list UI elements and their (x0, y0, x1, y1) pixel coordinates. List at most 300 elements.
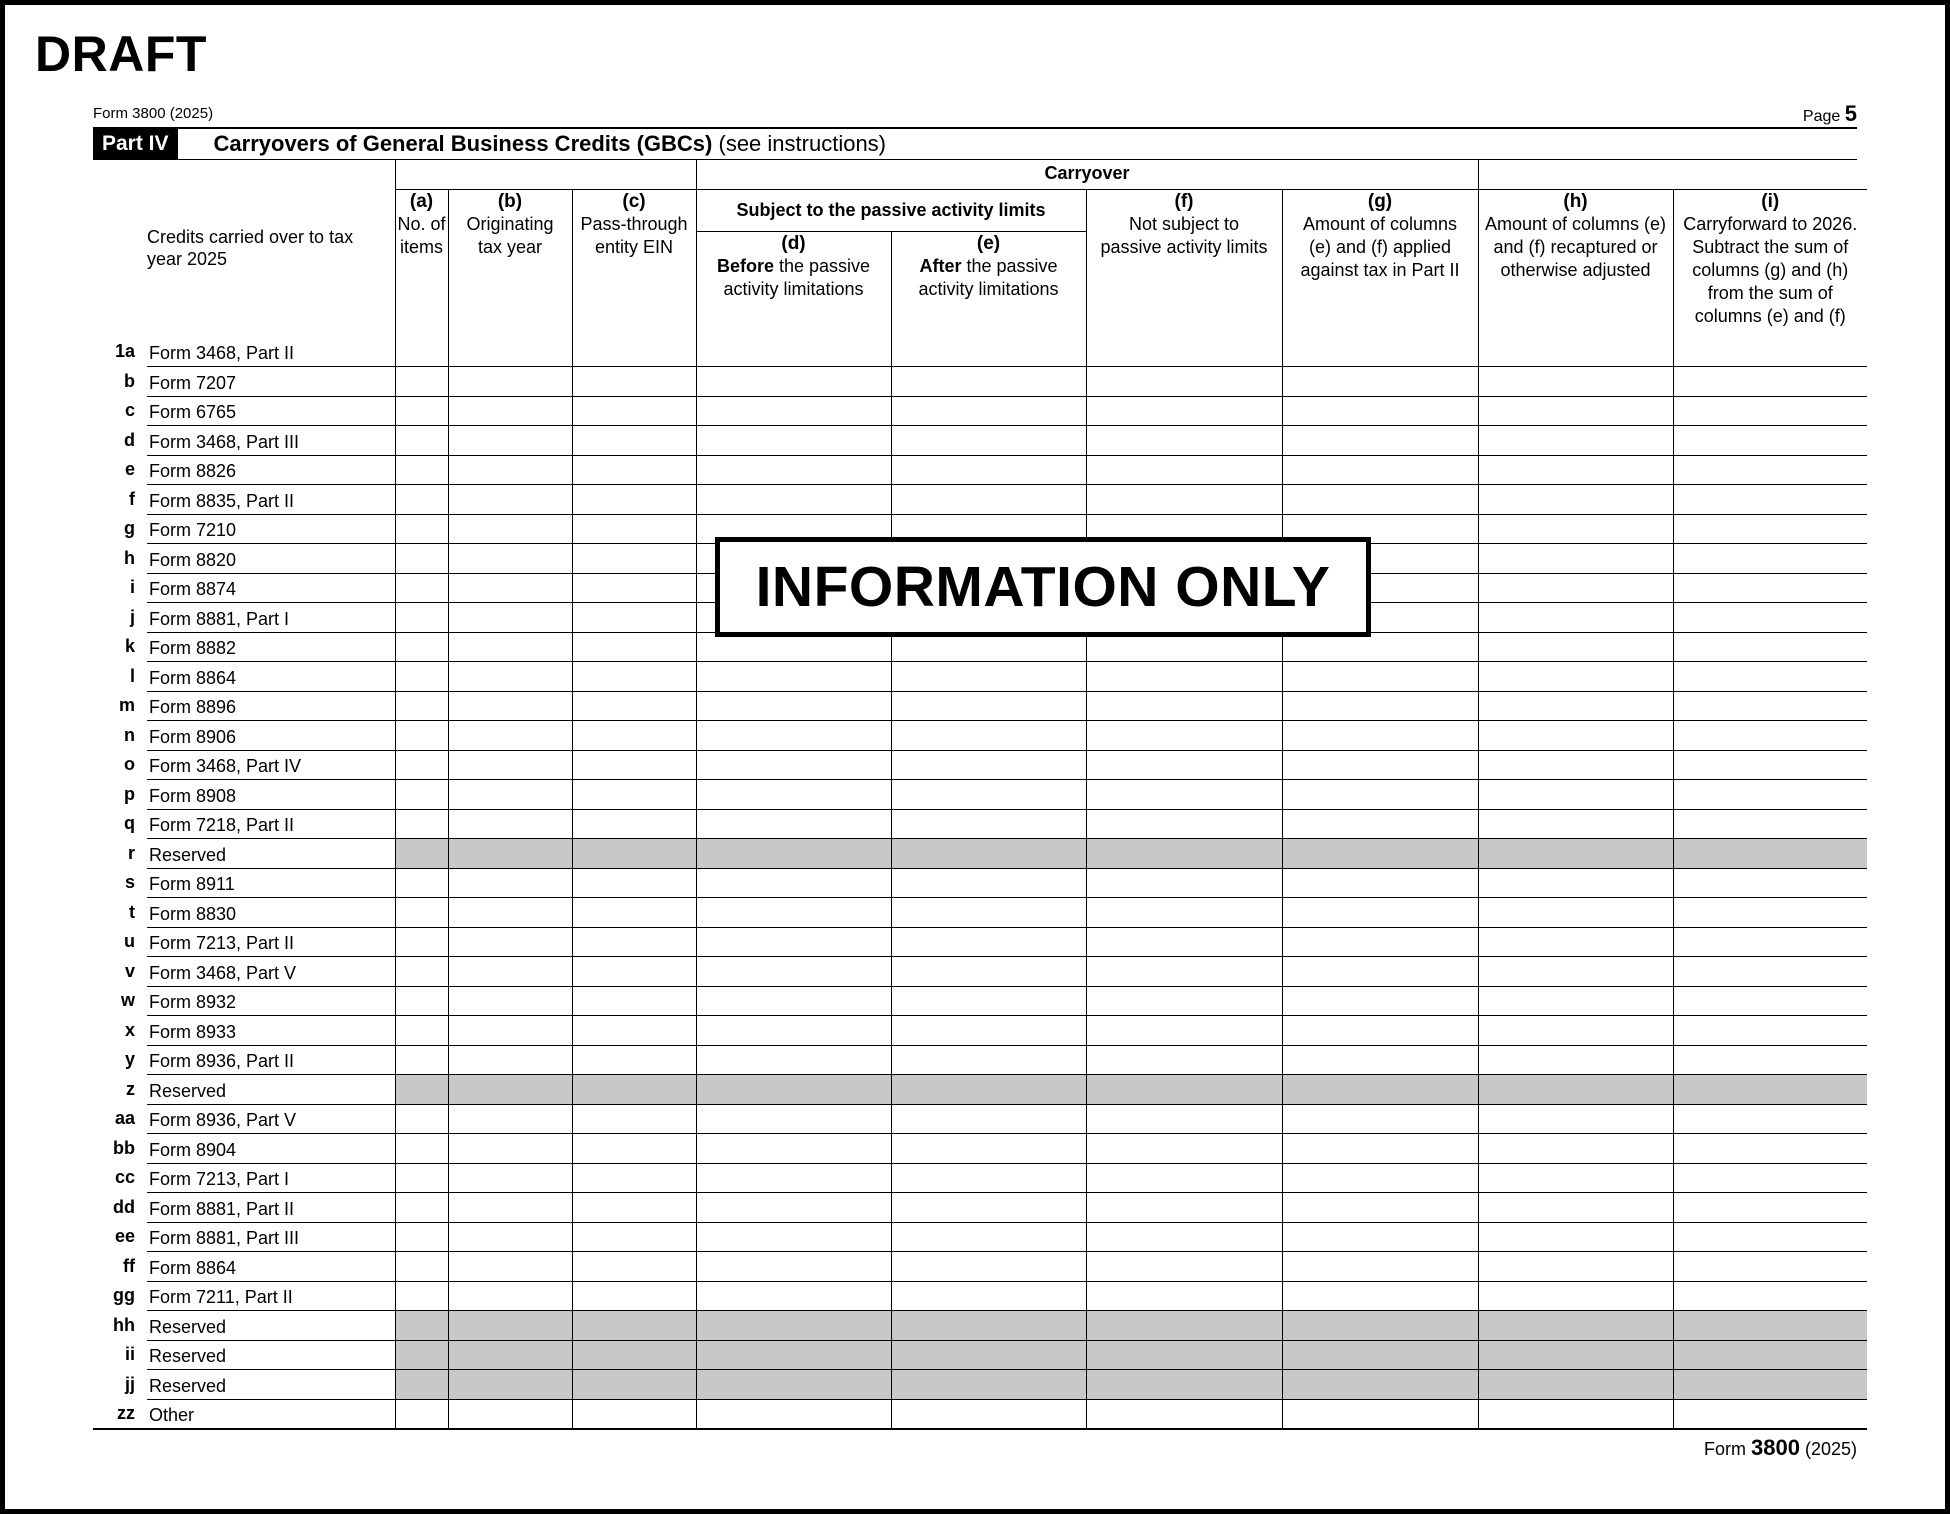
cell-col-a[interactable] (395, 1281, 448, 1311)
cell-col-c[interactable] (572, 485, 696, 515)
cell-col-c[interactable] (572, 750, 696, 780)
cell-col-i[interactable] (1673, 868, 1867, 898)
cell-col-i[interactable] (1673, 367, 1867, 397)
cell-col-b[interactable] (448, 455, 572, 485)
cell-col-i[interactable] (1673, 485, 1867, 515)
cell-col-e (891, 1075, 1086, 1105)
cell-col-c[interactable] (572, 455, 696, 485)
cell-col-c[interactable] (572, 721, 696, 751)
cell-col-a[interactable] (395, 721, 448, 751)
cell-col-i[interactable] (1673, 662, 1867, 692)
cell-col-d[interactable] (696, 1045, 891, 1075)
line-number: hh (113, 1314, 135, 1335)
cell-col-d[interactable] (696, 1193, 891, 1223)
cell-col-e (891, 1370, 1086, 1400)
cell-col-i[interactable] (1673, 957, 1867, 987)
cell-col-a[interactable] (395, 809, 448, 839)
line-number: g (124, 518, 135, 539)
cell-col-a[interactable] (395, 1163, 448, 1193)
cell-col-i[interactable] (1673, 780, 1867, 810)
cell-col-i[interactable] (1673, 1252, 1867, 1282)
cell-col-h[interactable] (1478, 809, 1673, 839)
cell-col-e[interactable] (891, 367, 1086, 397)
cell-col-a[interactable] (395, 337, 448, 367)
cell-col-b[interactable] (448, 780, 572, 810)
cell-col-c[interactable] (572, 396, 696, 426)
cell-col-i[interactable] (1673, 632, 1867, 662)
cell-col-b[interactable] (448, 544, 572, 574)
cell-col-h[interactable] (1478, 691, 1673, 721)
cell-col-h[interactable] (1478, 1399, 1673, 1429)
cell-col-b[interactable] (448, 1399, 572, 1429)
cell-col-g[interactable] (1282, 455, 1478, 485)
cell-col-a[interactable] (395, 1222, 448, 1252)
cell-col-g[interactable] (1282, 691, 1478, 721)
cell-col-f[interactable] (1086, 1222, 1282, 1252)
cell-col-f[interactable] (1086, 1252, 1282, 1282)
cell-col-i[interactable] (1673, 603, 1867, 633)
cell-col-f[interactable] (1086, 1193, 1282, 1223)
cell-col-d[interactable] (696, 691, 891, 721)
line-number: ii (124, 1344, 135, 1365)
cell-col-c[interactable] (572, 780, 696, 810)
cell-col-f[interactable] (1086, 1104, 1282, 1134)
cell-col-c[interactable] (572, 1104, 696, 1134)
cell-col-e[interactable] (891, 868, 1086, 898)
cell-col-b[interactable] (448, 868, 572, 898)
cell-col-d[interactable] (696, 1399, 891, 1429)
cell-col-i[interactable] (1673, 1163, 1867, 1193)
cell-col-f[interactable] (1086, 809, 1282, 839)
table-row (93, 780, 1867, 810)
cell-col-a[interactable] (395, 1193, 448, 1223)
cell-col-c[interactable] (572, 927, 696, 957)
col-c-text: Pass-through entity EIN (580, 213, 688, 257)
cell-col-i[interactable] (1673, 927, 1867, 957)
cell-col-g[interactable] (1282, 662, 1478, 692)
cell-col-b[interactable] (448, 1104, 572, 1134)
cell-col-b[interactable] (448, 927, 572, 957)
cell-col-h[interactable] (1478, 750, 1673, 780)
cell-col-g[interactable] (1282, 868, 1478, 898)
cell-col-b[interactable] (448, 514, 572, 544)
cell-col-e[interactable] (891, 927, 1086, 957)
cell-col-c[interactable] (572, 1281, 696, 1311)
cell-col-h[interactable] (1478, 1045, 1673, 1075)
cell-col-h[interactable] (1478, 367, 1673, 397)
cell-col-e[interactable] (891, 1134, 1086, 1164)
cell-col-i[interactable] (1673, 1193, 1867, 1223)
cell-col-i (1673, 1340, 1867, 1370)
cell-col-f[interactable] (1086, 426, 1282, 456)
cell-col-i[interactable] (1673, 426, 1867, 456)
cell-col-c[interactable] (572, 1163, 696, 1193)
cell-col-g[interactable] (1282, 1252, 1478, 1282)
cell-col-g[interactable] (1282, 426, 1478, 456)
cell-col-i[interactable] (1673, 809, 1867, 839)
cell-col-h[interactable] (1478, 1104, 1673, 1134)
cell-col-c[interactable] (572, 1222, 696, 1252)
cell-col-b[interactable] (448, 750, 572, 780)
cell-col-f[interactable] (1086, 396, 1282, 426)
cell-col-g[interactable] (1282, 396, 1478, 426)
cell-col-e[interactable] (891, 780, 1086, 810)
cell-col-g[interactable] (1282, 1163, 1478, 1193)
cell-col-b[interactable] (448, 426, 572, 456)
cell-col-b[interactable] (448, 691, 572, 721)
cell-col-f[interactable] (1086, 780, 1282, 810)
table-row (93, 986, 1867, 1016)
cell-col-g[interactable] (1282, 367, 1478, 397)
cell-col-d[interactable] (696, 367, 891, 397)
cell-col-b[interactable] (448, 632, 572, 662)
cell-col-e[interactable] (891, 662, 1086, 692)
cell-col-i[interactable] (1673, 396, 1867, 426)
cell-col-h[interactable] (1478, 544, 1673, 574)
cell-col-f[interactable] (1086, 868, 1282, 898)
cell-col-c[interactable] (572, 662, 696, 692)
cell-col-a[interactable] (395, 367, 448, 397)
cell-col-f[interactable] (1086, 1016, 1282, 1046)
cell-col-b[interactable] (448, 809, 572, 839)
cell-col-a[interactable] (395, 1104, 448, 1134)
cell-col-c[interactable] (572, 1193, 696, 1223)
cell-col-b[interactable] (448, 1281, 572, 1311)
cell-col-a[interactable] (395, 1016, 448, 1046)
cell-col-f[interactable] (1086, 898, 1282, 928)
carryover-table-wrap (93, 159, 1867, 1430)
cell-col-f[interactable] (1086, 337, 1282, 367)
cell-col-f[interactable] (1086, 1163, 1282, 1193)
cell-col-a[interactable] (395, 986, 448, 1016)
cell-col-e[interactable] (891, 1163, 1086, 1193)
cell-col-h[interactable] (1478, 1222, 1673, 1252)
cell-col-e[interactable] (891, 426, 1086, 456)
cell-col-c[interactable] (572, 632, 696, 662)
cell-col-f[interactable] (1086, 1399, 1282, 1429)
cell-col-h[interactable] (1478, 632, 1673, 662)
table-row (93, 1075, 1867, 1105)
cell-col-d[interactable] (696, 809, 891, 839)
cell-col-b[interactable] (448, 603, 572, 633)
cell-col-b[interactable] (448, 337, 572, 367)
cell-col-b[interactable] (448, 1222, 572, 1252)
cell-col-d[interactable] (696, 898, 891, 928)
cell-col-b[interactable] (448, 1134, 572, 1164)
cell-col-c[interactable] (572, 1399, 696, 1429)
cell-col-d[interactable] (696, 868, 891, 898)
cell-col-g[interactable] (1282, 809, 1478, 839)
cell-col-g[interactable] (1282, 721, 1478, 751)
cell-col-c[interactable] (572, 986, 696, 1016)
cell-col-g[interactable] (1282, 1222, 1478, 1252)
cell-col-h[interactable] (1478, 1252, 1673, 1282)
cell-col-e[interactable] (891, 1281, 1086, 1311)
cell-col-a[interactable] (395, 632, 448, 662)
cell-col-d[interactable] (696, 780, 891, 810)
cell-col-h[interactable] (1478, 573, 1673, 603)
credit-label: Form 8881, Part II (147, 1193, 395, 1223)
cell-col-g[interactable] (1282, 780, 1478, 810)
cell-col-f[interactable] (1086, 750, 1282, 780)
col-d-text-wrap (697, 255, 891, 301)
cell-col-i[interactable] (1673, 1222, 1867, 1252)
cell-col-d[interactable] (696, 455, 891, 485)
cell-col-a[interactable] (395, 455, 448, 485)
cell-col-d[interactable] (696, 1252, 891, 1282)
cell-col-d[interactable] (696, 1222, 891, 1252)
cell-col-f[interactable] (1086, 986, 1282, 1016)
cell-col-a[interactable] (395, 868, 448, 898)
cell-col-e[interactable] (891, 1252, 1086, 1282)
line-number: bb (113, 1137, 135, 1158)
cell-col-c[interactable] (572, 1134, 696, 1164)
cell-col-f[interactable] (1086, 721, 1282, 751)
cell-col-h[interactable] (1478, 1134, 1673, 1164)
cell-col-c[interactable] (572, 514, 696, 544)
cell-col-g[interactable] (1282, 750, 1478, 780)
credit-rows (93, 337, 1867, 1429)
cell-col-e[interactable] (891, 1193, 1086, 1223)
line-number: ee (114, 1226, 135, 1247)
cell-col-a[interactable] (395, 485, 448, 515)
cell-col-d[interactable] (696, 485, 891, 515)
cell-col-e[interactable] (891, 337, 1086, 367)
cell-col-h[interactable] (1478, 957, 1673, 987)
cell-col-h[interactable] (1478, 1163, 1673, 1193)
cell-col-b[interactable] (448, 396, 572, 426)
cell-col-e[interactable] (891, 1016, 1086, 1046)
cell-col-e[interactable] (891, 1399, 1086, 1429)
cell-col-d[interactable] (696, 662, 891, 692)
cell-col-g[interactable] (1282, 898, 1478, 928)
cell-col-i[interactable] (1673, 573, 1867, 603)
cell-col-i[interactable] (1673, 986, 1867, 1016)
cell-col-g[interactable] (1282, 1104, 1478, 1134)
cell-col-g[interactable] (1282, 1399, 1478, 1429)
cell-col-h[interactable] (1478, 337, 1673, 367)
cell-col-d[interactable] (696, 957, 891, 987)
cell-col-h[interactable] (1478, 868, 1673, 898)
cell-col-h[interactable] (1478, 426, 1673, 456)
cell-col-i[interactable] (1673, 1016, 1867, 1046)
cell-col-e[interactable] (891, 750, 1086, 780)
cell-col-g[interactable] (1282, 1134, 1478, 1164)
cell-col-d[interactable] (696, 426, 891, 456)
cell-col-f[interactable] (1086, 1134, 1282, 1164)
cell-col-c[interactable] (572, 544, 696, 574)
cell-col-e[interactable] (891, 396, 1086, 426)
cell-col-b[interactable] (448, 1016, 572, 1046)
cell-col-d[interactable] (696, 986, 891, 1016)
col-c-header (572, 189, 696, 337)
cell-col-a[interactable] (395, 544, 448, 574)
table-row (93, 1252, 1867, 1282)
cell-col-b[interactable] (448, 1193, 572, 1223)
cell-col-h[interactable] (1478, 1016, 1673, 1046)
cell-col-c[interactable] (572, 809, 696, 839)
cell-col-a[interactable] (395, 750, 448, 780)
cell-col-c[interactable] (572, 868, 696, 898)
cell-col-h[interactable] (1478, 603, 1673, 633)
cell-col-b[interactable] (448, 1045, 572, 1075)
cell-col-h[interactable] (1478, 514, 1673, 544)
cell-col-i[interactable] (1673, 898, 1867, 928)
cell-col-c[interactable] (572, 898, 696, 928)
cell-col-f[interactable] (1086, 455, 1282, 485)
cell-col-b[interactable] (448, 367, 572, 397)
cell-col-b[interactable] (448, 986, 572, 1016)
credit-label: Form 8830 (147, 898, 395, 928)
cell-col-h[interactable] (1478, 721, 1673, 751)
cell-col-a[interactable] (395, 957, 448, 987)
cell-col-a[interactable] (395, 514, 448, 544)
cell-col-c[interactable] (572, 1016, 696, 1046)
cell-col-d[interactable] (696, 927, 891, 957)
cell-col-g[interactable] (1282, 1193, 1478, 1223)
cell-col-i[interactable] (1673, 721, 1867, 751)
table-row (93, 426, 1867, 456)
cell-col-a (395, 1340, 448, 1370)
cell-col-i[interactable] (1673, 1281, 1867, 1311)
col-g-header (1282, 189, 1478, 337)
cell-col-e[interactable] (891, 1222, 1086, 1252)
cell-col-a[interactable] (395, 1252, 448, 1282)
cell-col-a[interactable] (395, 1399, 448, 1429)
cell-col-c[interactable] (572, 426, 696, 456)
cell-col-a[interactable] (395, 898, 448, 928)
cell-col-a[interactable] (395, 691, 448, 721)
cell-col-a[interactable] (395, 426, 448, 456)
cell-col-b[interactable] (448, 1252, 572, 1282)
cell-col-e[interactable] (891, 1104, 1086, 1134)
cell-col-c[interactable] (572, 603, 696, 633)
cell-col-a[interactable] (395, 603, 448, 633)
col-a-text: No. of items (397, 213, 446, 257)
cell-col-c[interactable] (572, 367, 696, 397)
cell-col-e[interactable] (891, 957, 1086, 987)
cell-col-g[interactable] (1282, 1045, 1478, 1075)
cell-col-b[interactable] (448, 721, 572, 751)
cell-col-d[interactable] (696, 337, 891, 367)
cell-col-h[interactable] (1478, 485, 1673, 515)
cell-col-d[interactable] (696, 721, 891, 751)
cell-col-i[interactable] (1673, 455, 1867, 485)
cell-col-g[interactable] (1282, 337, 1478, 367)
cell-col-e[interactable] (891, 455, 1086, 485)
cell-col-i[interactable] (1673, 544, 1867, 574)
cell-col-h[interactable] (1478, 662, 1673, 692)
cell-col-c[interactable] (572, 957, 696, 987)
col-g-letter: (g) (1367, 190, 1393, 212)
cell-col-h[interactable] (1478, 780, 1673, 810)
cell-col-h[interactable] (1478, 986, 1673, 1016)
cell-col-g[interactable] (1282, 986, 1478, 1016)
cell-col-c[interactable] (572, 691, 696, 721)
cell-col-i[interactable] (1673, 1399, 1867, 1429)
cell-col-h[interactable] (1478, 396, 1673, 426)
cell-col-d[interactable] (696, 1163, 891, 1193)
cell-col-e[interactable] (891, 1045, 1086, 1075)
col-e-header (891, 231, 1086, 337)
cell-col-c[interactable] (572, 1045, 696, 1075)
cell-col-d[interactable] (696, 396, 891, 426)
credit-label: Form 3468, Part III (147, 426, 395, 456)
cell-col-d[interactable] (696, 1281, 891, 1311)
cell-col-g[interactable] (1282, 1281, 1478, 1311)
cell-col-i[interactable] (1673, 1104, 1867, 1134)
cell-col-c[interactable] (572, 1252, 696, 1282)
cell-col-d[interactable] (696, 1104, 891, 1134)
cell-col-i[interactable] (1673, 514, 1867, 544)
cell-col-a[interactable] (395, 396, 448, 426)
cell-col-a[interactable] (395, 927, 448, 957)
col-d-bold: Before (716, 255, 774, 276)
cell-col-f[interactable] (1086, 927, 1282, 957)
cell-col-h[interactable] (1478, 927, 1673, 957)
cell-col-b[interactable] (448, 957, 572, 987)
cell-col-f[interactable] (1086, 485, 1282, 515)
cell-col-g[interactable] (1282, 1016, 1478, 1046)
cell-col-b[interactable] (448, 573, 572, 603)
cell-col-a[interactable] (395, 1045, 448, 1075)
credit-label: Form 8904 (147, 1134, 395, 1164)
cell-col-e[interactable] (891, 986, 1086, 1016)
cell-col-d[interactable] (696, 1016, 891, 1046)
cell-col-f[interactable] (1086, 367, 1282, 397)
cell-col-d[interactable] (696, 1134, 891, 1164)
cell-col-e[interactable] (891, 691, 1086, 721)
footer-form-number: 3800 (1751, 1435, 1800, 1460)
cell-col-e[interactable] (891, 809, 1086, 839)
cell-col-f[interactable] (1086, 691, 1282, 721)
cell-col-a[interactable] (395, 1134, 448, 1164)
cell-col-i[interactable] (1673, 691, 1867, 721)
cell-col-g[interactable] (1282, 485, 1478, 515)
cell-col-f[interactable] (1086, 662, 1282, 692)
cell-col-c[interactable] (572, 337, 696, 367)
cell-col-i[interactable] (1673, 750, 1867, 780)
cell-col-a[interactable] (395, 780, 448, 810)
cell-col-i[interactable] (1673, 1045, 1867, 1075)
line-number: e (124, 459, 135, 480)
line-number: gg (113, 1285, 135, 1306)
cell-col-e[interactable] (891, 721, 1086, 751)
cell-col-i[interactable] (1673, 337, 1867, 367)
cell-col-f[interactable] (1086, 1045, 1282, 1075)
cell-col-a[interactable] (395, 662, 448, 692)
cell-col-g[interactable] (1282, 957, 1478, 987)
cell-col-h[interactable] (1478, 455, 1673, 485)
cell-col-e[interactable] (891, 485, 1086, 515)
cell-col-b[interactable] (448, 662, 572, 692)
cell-col-a[interactable] (395, 573, 448, 603)
cell-col-f[interactable] (1086, 957, 1282, 987)
cell-col-i[interactable] (1673, 1134, 1867, 1164)
cell-col-h[interactable] (1478, 1281, 1673, 1311)
cell-col-h[interactable] (1478, 898, 1673, 928)
credit-label: Form 8936, Part II (147, 1045, 395, 1075)
cell-col-f[interactable] (1086, 1281, 1282, 1311)
cell-col-d[interactable] (696, 750, 891, 780)
cell-col-g[interactable] (1282, 927, 1478, 957)
cell-col-h[interactable] (1478, 1193, 1673, 1223)
cell-col-c[interactable] (572, 573, 696, 603)
cell-col-b[interactable] (448, 898, 572, 928)
cell-col-e[interactable] (891, 898, 1086, 928)
cell-col-b[interactable] (448, 1163, 572, 1193)
cell-col-b[interactable] (448, 485, 572, 515)
